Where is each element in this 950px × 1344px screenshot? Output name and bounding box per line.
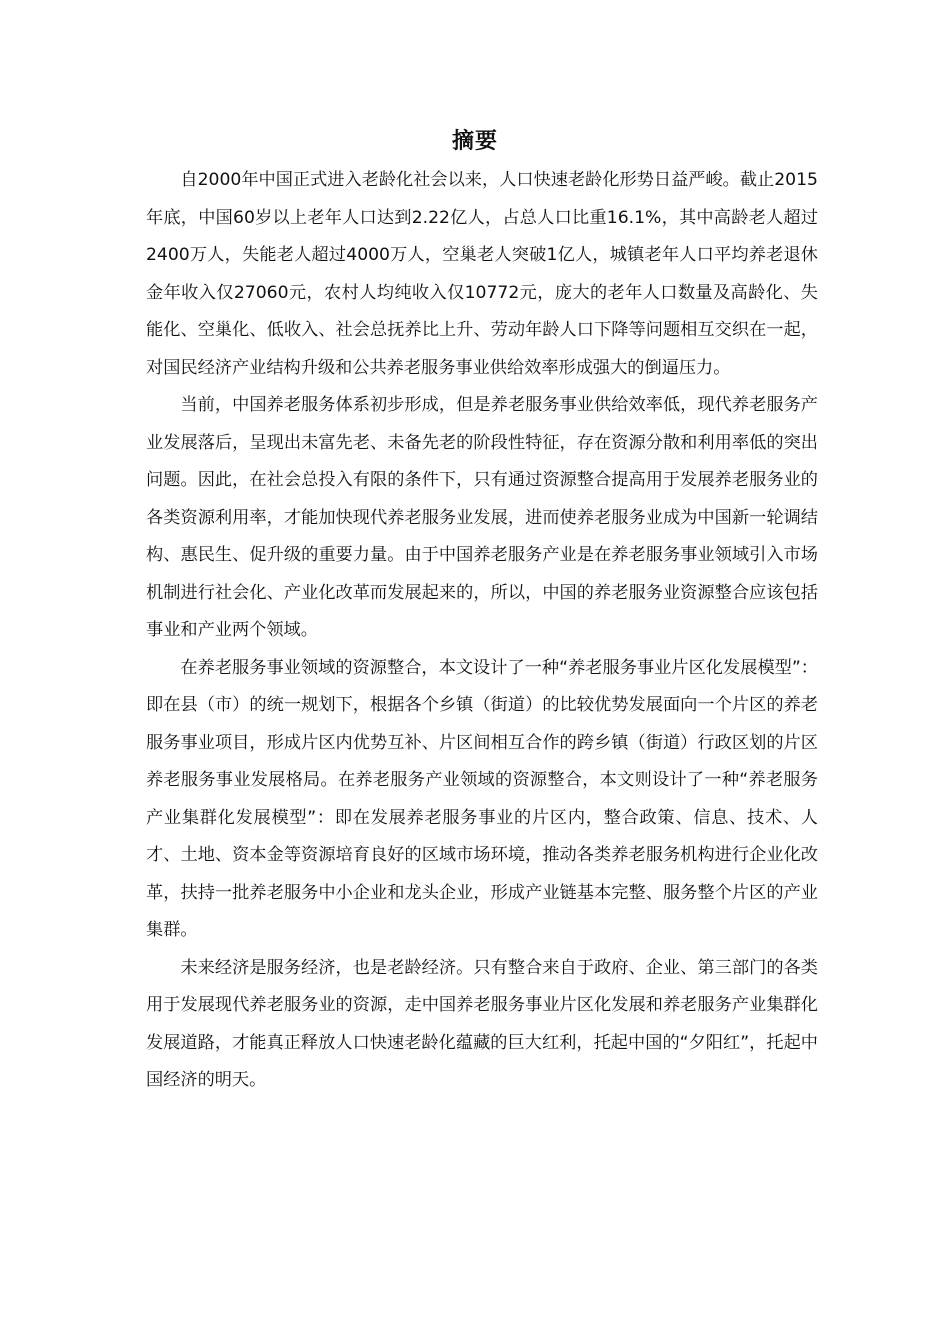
abstract-paragraph-1: 自2000年中国正式进入老龄化社会以来，人口快速老龄化形势日益严峻。截止2015年底，中国60岁以上老年人口达到2.22亿人，占总人口比重16.1%，其中高龄老人超过2400万人，失能老人超过4000万人，空巢老人突破1亿人，城镇老年人口平均养老退休金年收入仅27060元，农村人均纯收入仅10772元，庞大的老年人口数量及高龄化、失能化、空巢化、低收入、社会总抚养比上升、劳动年龄人口下降等问题相互交织在一起，对国民经济产业结构升级和公共养老服务事业供给效率形成强大的倒逼压力。 [146, 170, 818, 378]
abstract-body [146, 162, 818, 1100]
abstract-paragraph-3: 在养老服务事业领域的资源整合，本文设计了一种“养老服务事业片区化发展模型”：即在县（市）的统一规划下，根据各个乡镇（街道）的比较优势发展面向一个片区的养老服务事业项目，形成片区内优势互补、片区间相互合作的跨乡镇（街道）行政区划的片区养老服务事业发展格局。在养老服务产业领域的资源整合，本文则设计了一种“养老服务产业集群化发展模型”：即在发展养老服务事业的片区内，整合政策、信息、技术、人才、土地、资本金等资源培育良好的区域市场环境，推动各类养老服务机构进行企业化改革，扶持一批养老服务中小企业和龙头企业，形成产业链基本完整、服务整个片区的产业集群。 [146, 657, 818, 940]
abstract-paragraph-4: 未来经济是服务经济，也是老龄经济。只有整合来自于政府、企业、第三部门的各类用于发展现代养老服务业的资源，走中国养老服务事业片区化发展和养老服务产业集群化发展道路，才能真正释放人口快速老龄化蕴藏的巨大红利，托起中国的“夕阳红”，托起中国经济的明天。 [146, 957, 818, 1090]
page-title: 摘要 [451, 129, 498, 154]
abstract-paragraph-2: 当前，中国养老服务体系初步形成，但是养老服务事业供给效率低，现代养老服务产业发展落后，呈现出未富先老、未备先老的阶段性特征，存在资源分散和利用率低的突出问题。因此，在社会总投入有限的条件下，只有通过资源整合提高用于发展养老服务业的各类资源利用率，才能加快现代养老服务业发展，进而使养老服务业成为中国新一轮调结构、惠民生、促升级的重要力量。由于中国养老服务产业是在养老服务事业领域引入市场机制进行社会化、产业化改革而发展起来的，所以，中国的养老服务业资源整合应该包括事业和产业两个领域。 [146, 395, 818, 640]
